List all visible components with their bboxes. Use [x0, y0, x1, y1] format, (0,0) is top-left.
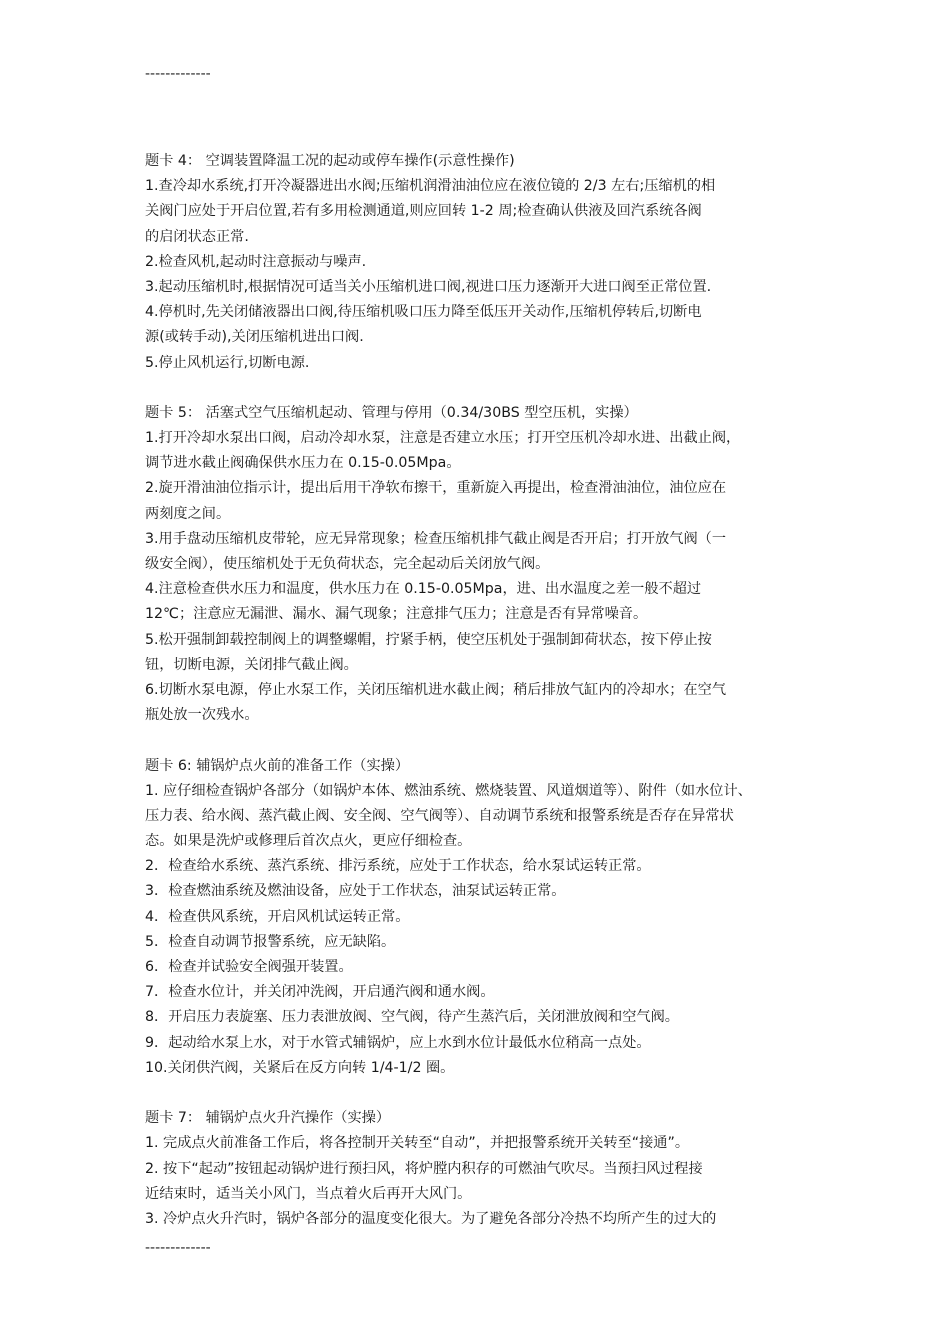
section-heading: 题卡 6: 辅锅炉点火前的准备工作（实操）: [145, 757, 410, 774]
section-card-5: [145, 401, 815, 728]
paragraph-line: 态。如果是洗炉或修理后首次点火，更应仔细检查。: [145, 833, 472, 850]
section-heading: 题卡 7： 辅锅炉点火升汽操作（实操）: [145, 1110, 391, 1127]
section-spacer: [145, 376, 815, 401]
section-spacer: [145, 1081, 815, 1106]
section-card-7: [145, 1106, 815, 1232]
section-heading: 题卡 5： 活塞式空气压缩机起动、管理与停用（0.34/30BS 型空压机，实操）: [145, 404, 638, 421]
paragraph-line: 12℃；注意应无漏泄、漏水、漏气现象；注意排气压力；注意是否有异常噪音。: [145, 606, 648, 623]
paragraph-line: 4．检查供风系统，开启风机试运转正常。: [145, 908, 410, 925]
paragraph-line: 3.起动压缩机时,根据情况可适当关小压缩机进口阀,视进口压力逐渐开大进口阀至正常位置.: [145, 278, 712, 295]
document-body: [145, 149, 815, 1232]
paragraph-line: 瓶处放一次残水。: [145, 707, 259, 724]
paragraph-line: 2.检查风机,起动时注意振动与噪声.: [145, 253, 367, 270]
paragraph-line: 5.松开强制卸载控制阀上的调整螺帽，拧紧手柄，使空压机处于强制卸荷状态，按下停止按: [145, 631, 712, 648]
paragraph-line: 1.打开冷却水泵出口阀，启动冷却水泵，注意是否建立水压；打开空压机冷却水进、出截止阀，: [145, 430, 741, 447]
section-heading: 题卡 4： 空调装置降温工况的起动或停车操作(示意性操作): [145, 153, 515, 169]
paragraph-line: 3. 冷炉点火升汽时，锅炉各部分的温度变化很大。为了避免各部分冷热不均所产生的过大的: [145, 1210, 717, 1227]
paragraph-line: 10.关闭供汽阀，关紧后在反方向转 1/4-1/2 圈。: [145, 1059, 455, 1076]
paragraph-line: 源(或转手动),关闭压缩机进出口阀.: [145, 329, 364, 346]
paragraph-line: 8．开启压力表旋塞、压力表泄放阀、空气阀，待产生蒸汽后，关闭泄放阀和空气阀。: [145, 1009, 679, 1026]
paragraph-line: 6.切断水泵电源，停止水泵工作，关闭压缩机进水截止阀；稍后排放气缸内的冷却水；在空气: [145, 681, 727, 698]
section-card-4: [145, 149, 815, 376]
paragraph-line: 压力表、给水阀、蒸汽截止阀、安全阀、空气阀等）、自动调节系统和报警系统是否存在异常状: [145, 807, 734, 824]
paragraph-line: 9．起动给水泵上水，对于水管式辅锅炉，应上水到水位计最低水位稍高一点处。: [145, 1034, 651, 1051]
paragraph-line: 近结束时，适当关小风门，当点着火后再开大风门。: [145, 1185, 472, 1202]
paragraph-line: 2. 按下“起动”按钮起动锅炉进行预扫风，将炉膛内积存的可燃油气吹尽。当预扫风过程接: [145, 1160, 703, 1177]
paragraph-line: 2.旋开滑油油位指示计，提出后用干净软布擦干，重新旋入再提出，检查滑油油位，油位应在: [145, 480, 727, 497]
paragraph-line: 1. 应仔细检查锅炉各部分（如锅炉本体、燃油系统、燃烧装置、风道烟道等）、附件（如水位计、: [145, 782, 752, 799]
paragraph-line: 3．检查燃油系统及燃油设备，应处于工作状态，油泵试运转正常。: [145, 883, 566, 900]
paragraph-line: 7．检查水位计，并关闭冲洗阀，开启通汽阀和通水阀。: [145, 984, 495, 1001]
bottom-separator: -------------: [145, 1240, 211, 1256]
paragraph-line: 5.停止风机运行,切断电源.: [145, 354, 310, 371]
top-separator: -------------: [145, 66, 211, 82]
paragraph-line: 调节进水截止阀确保供水压力在 0.15-0.05Mpa。: [145, 455, 461, 472]
paragraph-line: 的启闭状态正常.: [145, 228, 249, 245]
paragraph-line: 钮，切断电源，关闭排气截止阀。: [145, 656, 358, 673]
paragraph-line: 5．检查自动调节报警系统，应无缺陷。: [145, 933, 396, 950]
paragraph-line: 4.停机时,先关闭储液器出口阀,待压缩机吸口压力降至低压开关动作,压缩机停转后,切断电: [145, 304, 702, 321]
paragraph-line: 1. 完成点火前准备工作后，将各控制开关转至“自动”，并把报警系统开关转至“接通”。: [145, 1135, 690, 1152]
paragraph-line: 3.用手盘动压缩机皮带轮，应无异常现象；检查压缩机排气截止阀是否开启；打开放气阀（一: [145, 530, 727, 547]
paragraph-line: 两刻度之间。: [145, 505, 231, 522]
paragraph-line: 关阀门应处于开启位置,若有多用检测通道,则应回转 1-2 周;检查确认供液及回汽系统各阀: [145, 203, 702, 220]
section-card-6: [145, 754, 815, 1081]
paragraph-line: 6．检查并试验安全阀强开装置。: [145, 959, 353, 975]
paragraph-line: 4.注意检查供水压力和温度，供水压力在 0.15-0.05Mpa，进、出水温度之差一般不超过: [145, 581, 702, 598]
paragraph-line: 级安全阀），使压缩机处于无负荷状态，完全起动后关闭放气阀。: [145, 556, 550, 572]
paragraph-line: 2．检查给水系统、蒸汽系统、排污系统，应处于工作状态，给水泵试运转正常。: [145, 858, 651, 875]
section-spacer: [145, 728, 815, 753]
paragraph-line: 1.查冷却水系统,打开冷凝器进出水阀;压缩机润滑油油位应在液位镜的 2/3 左右;压缩机的相: [145, 178, 716, 195]
